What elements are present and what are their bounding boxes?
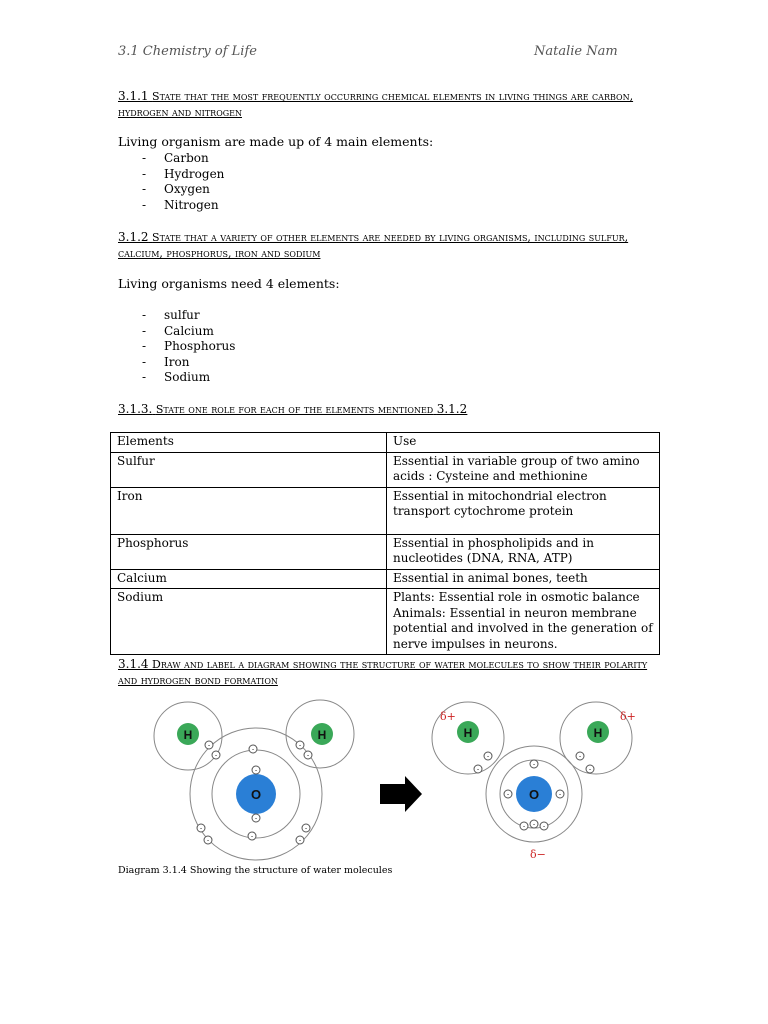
electron-sign: - [306,751,310,760]
table-row [111,487,660,534]
oxygen-label: O [528,787,540,802]
table-cell: Essential in phospholipids and in nucleotides (DNA, RNA, ATP) [387,534,660,569]
electron-sign: - [532,760,536,769]
list-item: - sulfur [118,308,658,324]
electron-sign: - [588,765,592,774]
water-molecule-diagram [150,698,670,863]
table-row [111,589,660,655]
list-item: - Iron [118,355,658,371]
electron-sign: - [199,824,203,833]
list-item: - Oxygen [118,182,658,198]
section-intro: Living organisms need 4 elements: [118,276,340,291]
page-header [118,44,658,59]
list-item: - Nitrogen [118,198,658,214]
table-cell: Plants: Essential role in osmotic balance Animals: Essential in neuron membrane potential and involved in the generation of nerve impulses in neurons. [387,589,660,655]
electron-sign: - [250,832,254,841]
electron-sign: - [207,741,211,750]
list-item: - Sodium [118,370,658,386]
section-heading-3-1-2: 3.1.2 State that a variety of other elements are needed by living organisms, including sulfur, calcium, phosphorus, iron and sodium [118,230,629,260]
electron-sign: - [558,790,562,799]
table-cell: Essential in mitochondrial electron transport cytochrome protein [387,487,660,534]
list-item: - Hydrogen [118,167,658,183]
list-item: - Phosphorus [118,339,658,355]
table-cell: Iron [111,487,387,534]
section-heading-text: State that the most frequently occurring chemical elements in living things are carbon, hydrogen and nitrogen [118,90,634,119]
electron-sign: - [214,751,218,760]
author-name: Natalie Nam [534,44,618,59]
hydrogen-label: H [593,726,603,740]
table-header-row [111,433,660,453]
element-list-other [118,308,658,386]
table-row [111,452,660,487]
table-cell: Essential in variable group of two amino acids : Cysteine and methionine [387,452,660,487]
section-heading-text: State one role for each of the elements mentioned [155,403,434,416]
hydrogen-label: H [317,728,327,742]
electron-sign: - [254,766,258,775]
list-item: - Calcium [118,324,658,340]
electron-sign: - [476,765,480,774]
section-heading-3-1-1: 3.1.1 State that the most frequently occurring chemical elements in living things are carbon, hydrogen and nitrogen [118,89,634,119]
electron-sign: - [522,822,526,831]
oxygen-label: O [250,787,262,802]
electron-sign: - [578,752,582,761]
section-intro: Living organism are made up of 4 main elements: [118,134,434,149]
arrow-icon [380,776,422,812]
electron-sign: - [542,822,546,831]
partial-negative-label: δ− [530,848,546,861]
electron-sign: - [486,752,490,761]
section-heading-3-1-3: 3.1.3. State one role for each of the elements mentioned 3.1.2 [118,402,468,416]
electron-sign: - [254,814,258,823]
element-list-main [118,151,658,213]
section-heading-text: State that a variety of other elements are needed by living organisms, including sulfur, calcium, phosphorus, iron and sodium [118,231,629,260]
document-title: 3.1 Chemistry of Life [118,44,257,59]
hydrogen-label: H [183,728,193,742]
electron-sign: - [206,836,210,845]
water-molecule-right [432,702,636,861]
table-header: Use [387,433,660,453]
electron-sign: - [532,820,536,829]
partial-positive-label: δ+ [620,710,636,723]
electron-sign: - [506,790,510,799]
table-header: Elements [111,433,387,453]
section-heading-3-1-4: 3.1.4 Draw and label a diagram showing the structure of water molecules to show their polarity and hydrogen bond formation [118,657,648,687]
table-cell: Calcium [111,569,387,589]
table-row [111,569,660,589]
table-cell: Essential in animal bones, teeth [387,569,660,589]
elements-table [110,432,660,655]
table-cell: Sulfur [111,452,387,487]
electron-sign: - [298,836,302,845]
electron-sign: - [251,745,255,754]
section-heading-text: Draw and label a diagram showing the structure of water molecules to show their polarity and hydrogen bond formation [118,658,648,687]
table-cell: Sodium [111,589,387,655]
diagram-caption: Diagram 3.1.4 Showing the structure of water molecules [118,865,393,876]
table-row [111,534,660,569]
table-cell: Phosphorus [111,534,387,569]
partial-positive-label: δ+ [440,710,456,723]
electron-sign: - [304,824,308,833]
hydrogen-label: H [463,726,473,740]
list-item: - Carbon [118,151,658,167]
electron-sign: - [298,741,302,750]
